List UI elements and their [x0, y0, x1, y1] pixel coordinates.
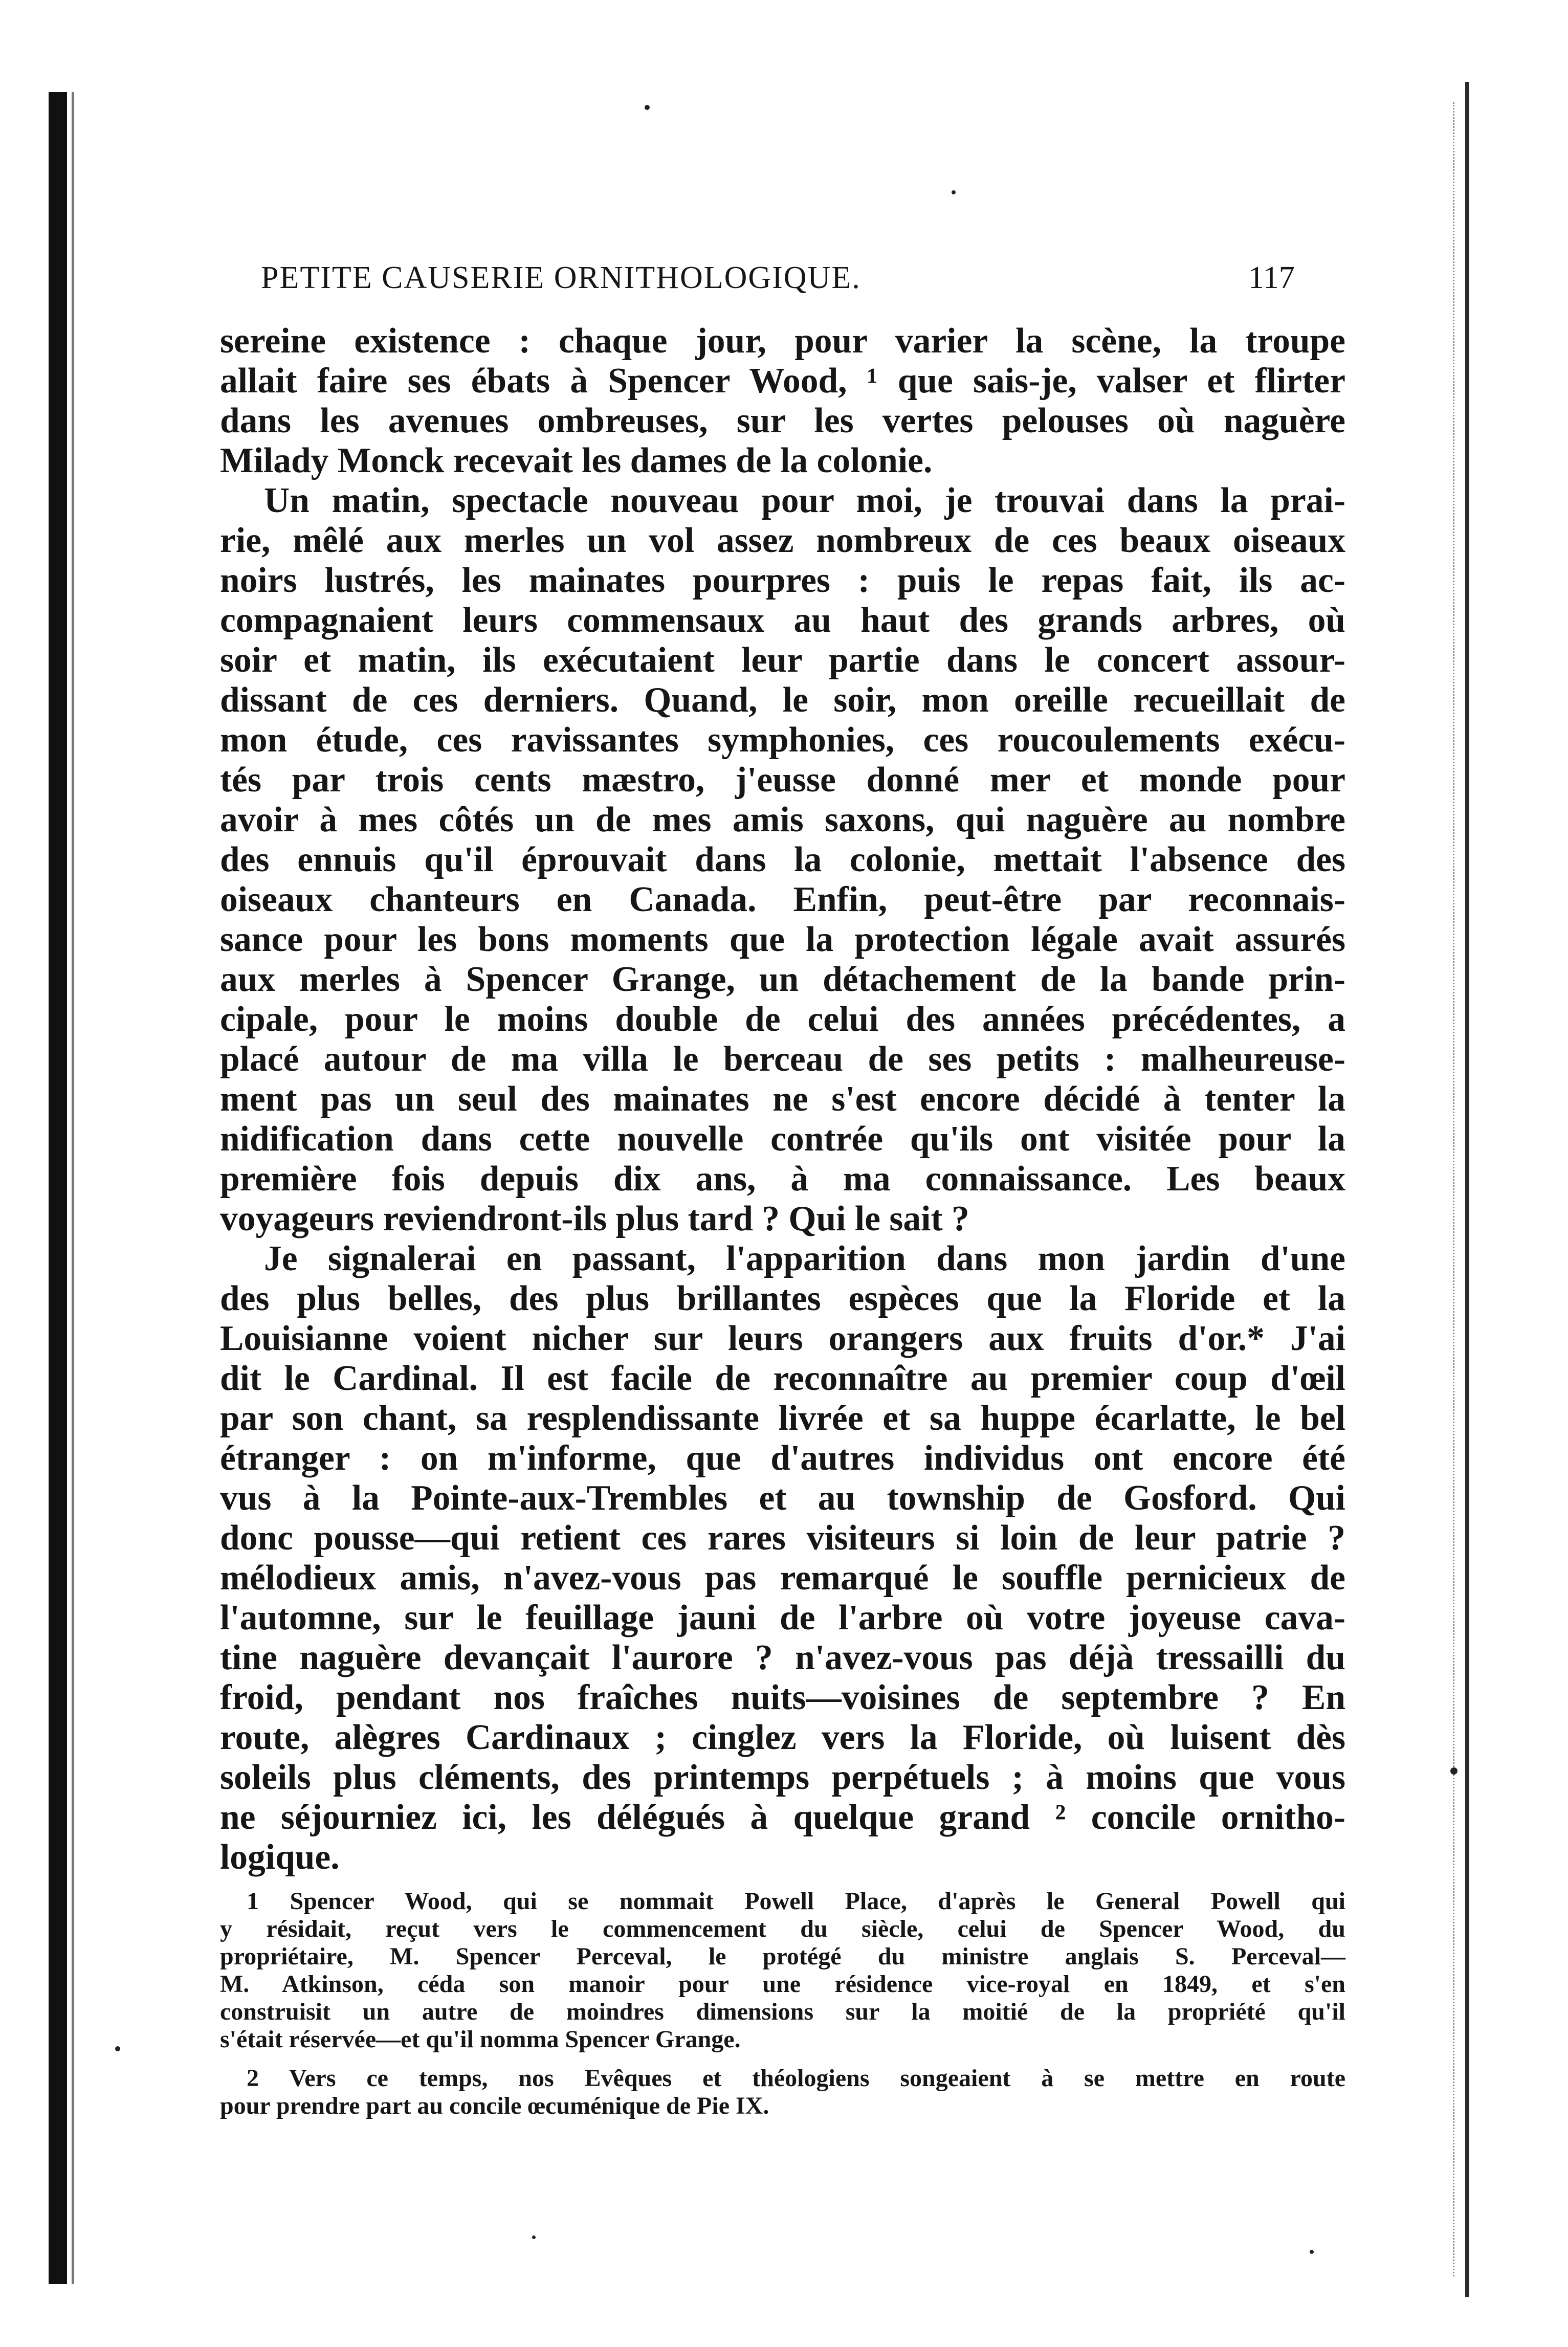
footnote-line: s'était réservée—et qu'il nomma Spencer Grange. [220, 2026, 741, 2053]
text-line: ne séjourniez ici, les délégués à quelque grand ² concile ornitho- [220, 1798, 1345, 1837]
text-line: Louisianne voient nicher sur leurs orangers aux fruits d'or.* J'ai [220, 1319, 1345, 1358]
text-line: étranger : on m'informe, que d'autres individus ont encore été [220, 1438, 1345, 1478]
text-line: donc pousse—qui retient ces rares visiteurs si loin de leur patrie ? [220, 1518, 1345, 1558]
text-line: dans les avenues ombreuses, sur les vertes pelouses où naguère [220, 401, 1345, 440]
text-line: cipale, pour le moins double de celui des années précédentes, a [220, 1000, 1345, 1039]
page-edge-right [1453, 102, 1456, 2276]
footnote-line: 2 Vers ce temps, nos Evêques et théologiens songeaient à se mettre en route [247, 2065, 1345, 2092]
text-line: compagnaient leurs commensaux au haut des grands arbres, où [220, 601, 1345, 640]
text-line: l'automne, sur le feuillage jauni de l'arbre où votre joyeuse cava- [220, 1598, 1345, 1637]
text-line: rie, mêlé aux merles un vol assez nombreux de ces beaux oiseaux [220, 521, 1345, 560]
text-line: tine naguère devançait l'aurore ? n'avez-vous pas déjà tressailli du [220, 1638, 1345, 1677]
text-line: froid, pendant nos fraîches nuits—voisines de septembre ? En [220, 1678, 1345, 1717]
footnote-line: 1 Spencer Wood, qui se nommait Powell Place, d'après le General Powell qui [247, 1888, 1345, 1915]
binding-shadow-left-edge [72, 92, 74, 2284]
footnote-2 [220, 2065, 1345, 2120]
scan-speck [952, 190, 956, 194]
text-line: Un matin, spectacle nouveau pour moi, je trouvai dans la prai- [264, 481, 1345, 520]
text-line: sereine existence : chaque jour, pour varier la scène, la troupe [220, 321, 1345, 361]
text-line: mon étude, ces ravissantes symphonies, ces roucoulements exécu- [220, 720, 1345, 760]
text-line: noirs lustrés, les mainates pourpres : puis le repas fait, ils ac- [220, 561, 1345, 600]
text-line: Je signalerai en passant, l'apparition dans mon jardin d'une [264, 1239, 1345, 1278]
text-line: par son chant, sa resplendissante livrée et sa huppe écarlatte, le bel [220, 1399, 1345, 1438]
scan-speck [115, 2046, 120, 2051]
text-line: première fois depuis dix ans, à ma connaissance. Les beaux [220, 1159, 1345, 1199]
text-line: allait faire ses ébats à Spencer Wood, ¹ que sais-je, valser et flirter [220, 361, 1345, 401]
footnote-1 [220, 1888, 1345, 2053]
text-line: dit le Cardinal. Il est facile de reconnaître au premier coup d'œil [220, 1359, 1345, 1398]
text-line: oiseaux chanteurs en Canada. Enfin, peut-être par reconnais- [220, 880, 1345, 919]
footnote-line: propriétaire, M. Spencer Perceval, le protégé du ministre anglais S. Perceval— [220, 1943, 1345, 1970]
text-line: placé autour de ma villa le berceau de ses petits : malheureuse- [220, 1039, 1345, 1079]
scan-speck [1310, 2250, 1314, 2254]
text-line: tés par trois cents mæstro, j'eusse donné mer et monde pour [220, 760, 1345, 800]
text-line: ment pas un seul des mainates ne s'est encore décidé à tenter la [220, 1079, 1345, 1119]
text-line: voyageurs reviendront-ils plus tard ? Qui le sait ? [220, 1199, 969, 1238]
footnote-line: construisit un autre de moindres dimensions sur la moitié de la propriété qu'il [220, 1998, 1345, 2025]
page-number: 117 [1248, 260, 1295, 295]
scan-speck [645, 105, 650, 110]
scan-speck [532, 2235, 536, 2239]
body-text [220, 321, 1345, 1877]
binding-shadow-right [1465, 82, 1469, 2297]
text-line: Milady Monck recevait les dames de la colonie. [220, 441, 933, 480]
text-line: dissant de ces derniers. Quand, le soir, mon oreille recueillait de [220, 680, 1345, 720]
text-line: avoir à mes côtés un de mes amis saxons, qui naguère au nombre [220, 800, 1345, 839]
text-line: des ennuis qu'il éprouvait dans la colonie, mettait l'absence des [220, 840, 1345, 879]
text-line: soir et matin, ils exécutaient leur partie dans le concert assour- [220, 640, 1345, 680]
text-line: nidification dans cette nouvelle contrée qu'ils ont visitée pour la [220, 1119, 1345, 1159]
paragraph-1 [220, 321, 1345, 481]
text-line: sance pour les bons moments que la protection légale avait assurés [220, 920, 1345, 959]
text-line: route, alègres Cardinaux ; cinglez vers la Floride, où luisent dès [220, 1718, 1345, 1757]
footnote-line: y résidait, reçut vers le commencement du siècle, celui de Spencer Wood, du [220, 1915, 1345, 1942]
text-line: vus à la Pointe-aux-Trembles et au township de Gosford. Qui [220, 1478, 1345, 1518]
footnotes [220, 1888, 1345, 2131]
running-title: PETITE CAUSERIE ORNITHOLOGIQUE. [261, 260, 861, 295]
text-line: logique. [220, 1837, 340, 1877]
footnote-line: M. Atkinson, céda son manoir pour une résidence vice-royal en 1849, et s'en [220, 1970, 1345, 1998]
text-line: des plus belles, des plus brillantes espèces que la Floride et la [220, 1279, 1345, 1318]
text-line: soleils plus cléments, des printemps perpétuels ; à moins que vous [220, 1758, 1345, 1797]
scan-speck [1450, 1767, 1457, 1775]
paragraph-3 [220, 1239, 1345, 1877]
binding-shadow-left [49, 92, 67, 2284]
text-line: mélodieux amis, n'avez-vous pas remarqué le souffle pernicieux de [220, 1558, 1345, 1598]
footnote-line: pour prendre part au concile œcuménique de Pie IX. [220, 2092, 769, 2119]
paragraph-2 [220, 481, 1345, 1239]
text-line: aux merles à Spencer Grange, un détachement de la bande prin- [220, 960, 1345, 999]
